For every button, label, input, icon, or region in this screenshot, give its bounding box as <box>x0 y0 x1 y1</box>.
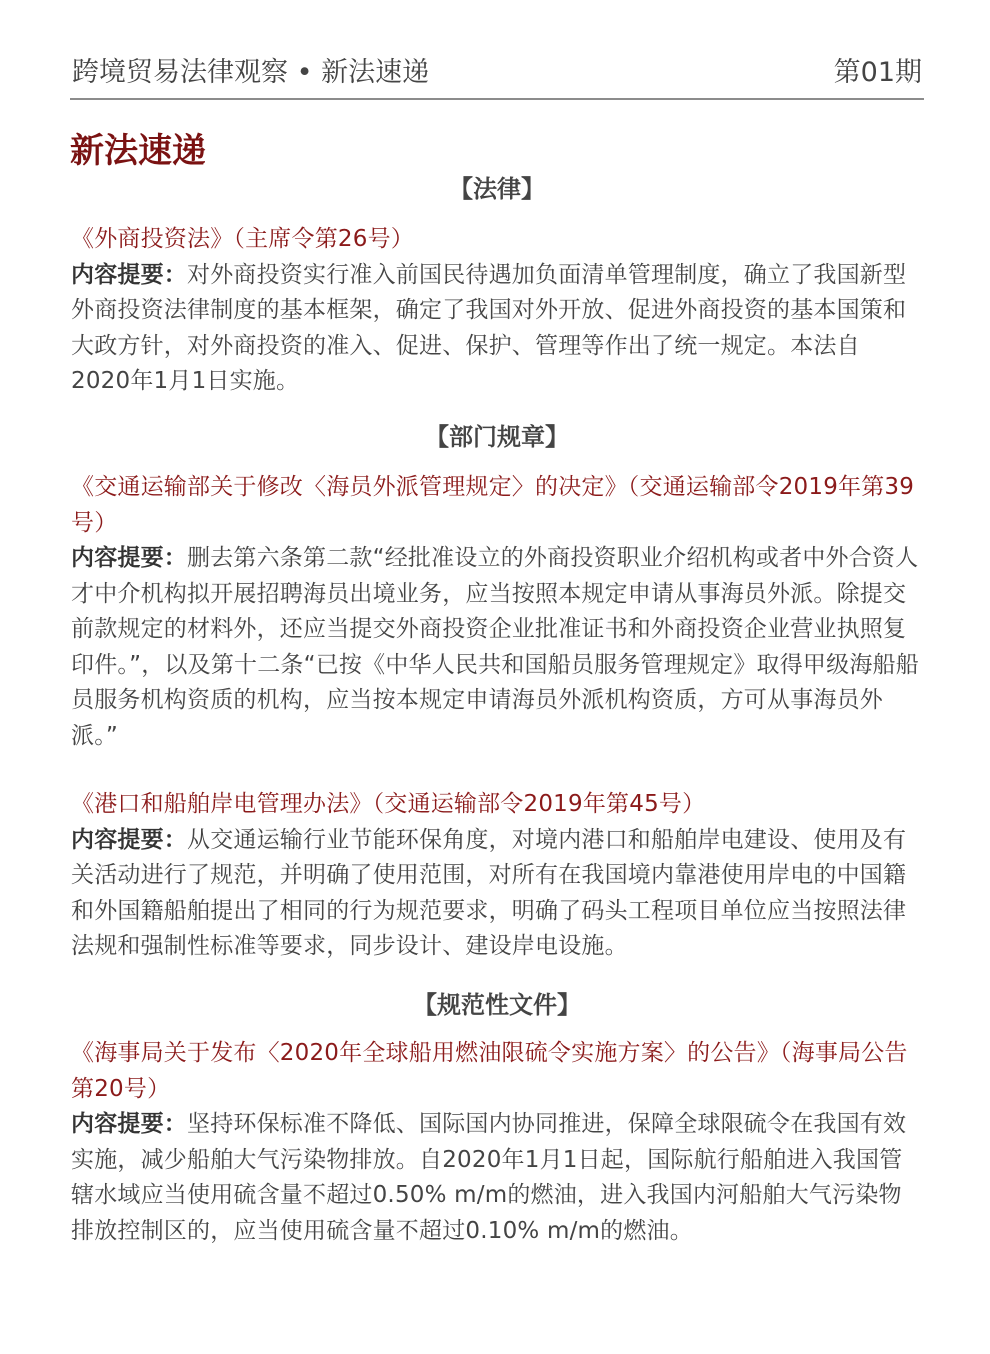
document-summary <box>71 823 919 965</box>
section-title: 新法速递 <box>70 131 206 171</box>
document-title: 《交通运输部关于修改〈海员外派管理规定〉的决定》（交通运输部令2019年第39号） <box>71 474 915 536</box>
summary-label: 内容提要： <box>71 1111 187 1137</box>
document-summary <box>71 541 919 754</box>
page-header <box>70 56 924 100</box>
regulation-item-seafarer-dispatch <box>71 470 919 754</box>
issue-number: 第01期 <box>833 57 922 88</box>
law-item-foreign-investment <box>71 222 919 400</box>
summary-text: 从交通运输行业节能环保角度，对境内港口和船舶岸电建设、使用及有关活动进行了规范，并明确了使用范围，对所有在我国境内靠港使用岸电的中国籍和外国籍船舶提出了相同的行为规范要求，明确了码头工程项目单位应当按照法律法规和强制性标准等要求，同步设计、建设岸电设施。 <box>71 826 907 959</box>
header-title: 跨境贸易法律观察 • 新法速递 <box>72 57 430 88</box>
document-title: 《海事局关于发布〈2020年全球船用燃油限硫令实施方案〉的公告》（海事局公告第20号） <box>71 1040 908 1102</box>
summary-label: 内容提要： <box>71 261 187 288</box>
document-summary <box>71 258 919 400</box>
summary-label: 内容提要： <box>71 545 187 571</box>
regulation-item-shore-power <box>71 787 919 965</box>
summary-text: 删去第六条第二款“经批准设立的外商投资职业介绍机构或者中外合资人才中介机构拟开展招聘海员出境业务，应当按照本规定申请从事海员外派。除提交前款规定的材料外，还应当提交外商投资企业批准证书和外商投资企业营业执照复印件。”，以及第十二条“已按《中华人民共和国船员服务管理规定》取得甲级海船船员服务机构资质的机构，应当按本规定申请海员外派机构资质，方可从事海员外派。” <box>71 545 919 749</box>
summary-text: 对外商投资实行准入前国民待遇加负面清单管理制度，确立了我国新型外商投资法律制度的基本框架，确定了我国对外开放、促进外商投资的基本国策和大政方针，对外商投资的准入、促进、保护、管理等作出了统一规定。本法自2020年1月1日实施。 <box>71 261 907 394</box>
category-law-heading: 【法律】 <box>449 175 545 203</box>
normative-item-sulphur-cap <box>71 1036 919 1249</box>
category-normative-docs-heading: 【规范性文件】 <box>413 991 581 1019</box>
document-summary <box>71 1107 919 1249</box>
document-title: 《外商投资法》（主席令第26号） <box>71 226 414 252</box>
summary-text: 坚持环保标准不降低、国际国内协同推进，保障全球限硫令在我国有效实施，减少船舶大气污染物排放。自2020年1月1日起，国际航行船舶进入我国管辖水域应当使用硫含量不超过0.50% m/m的燃油，进入我国内河船舶大气污染物排放控制区的，应当使用硫含量不超过0.10% m/m的燃油。 <box>71 1111 907 1244</box>
category-regulations-heading: 【部门规章】 <box>425 423 569 451</box>
document-title: 《港口和船舶岸电管理办法》（交通运输部令2019年第45号） <box>71 791 706 817</box>
summary-label: 内容提要： <box>71 826 187 853</box>
